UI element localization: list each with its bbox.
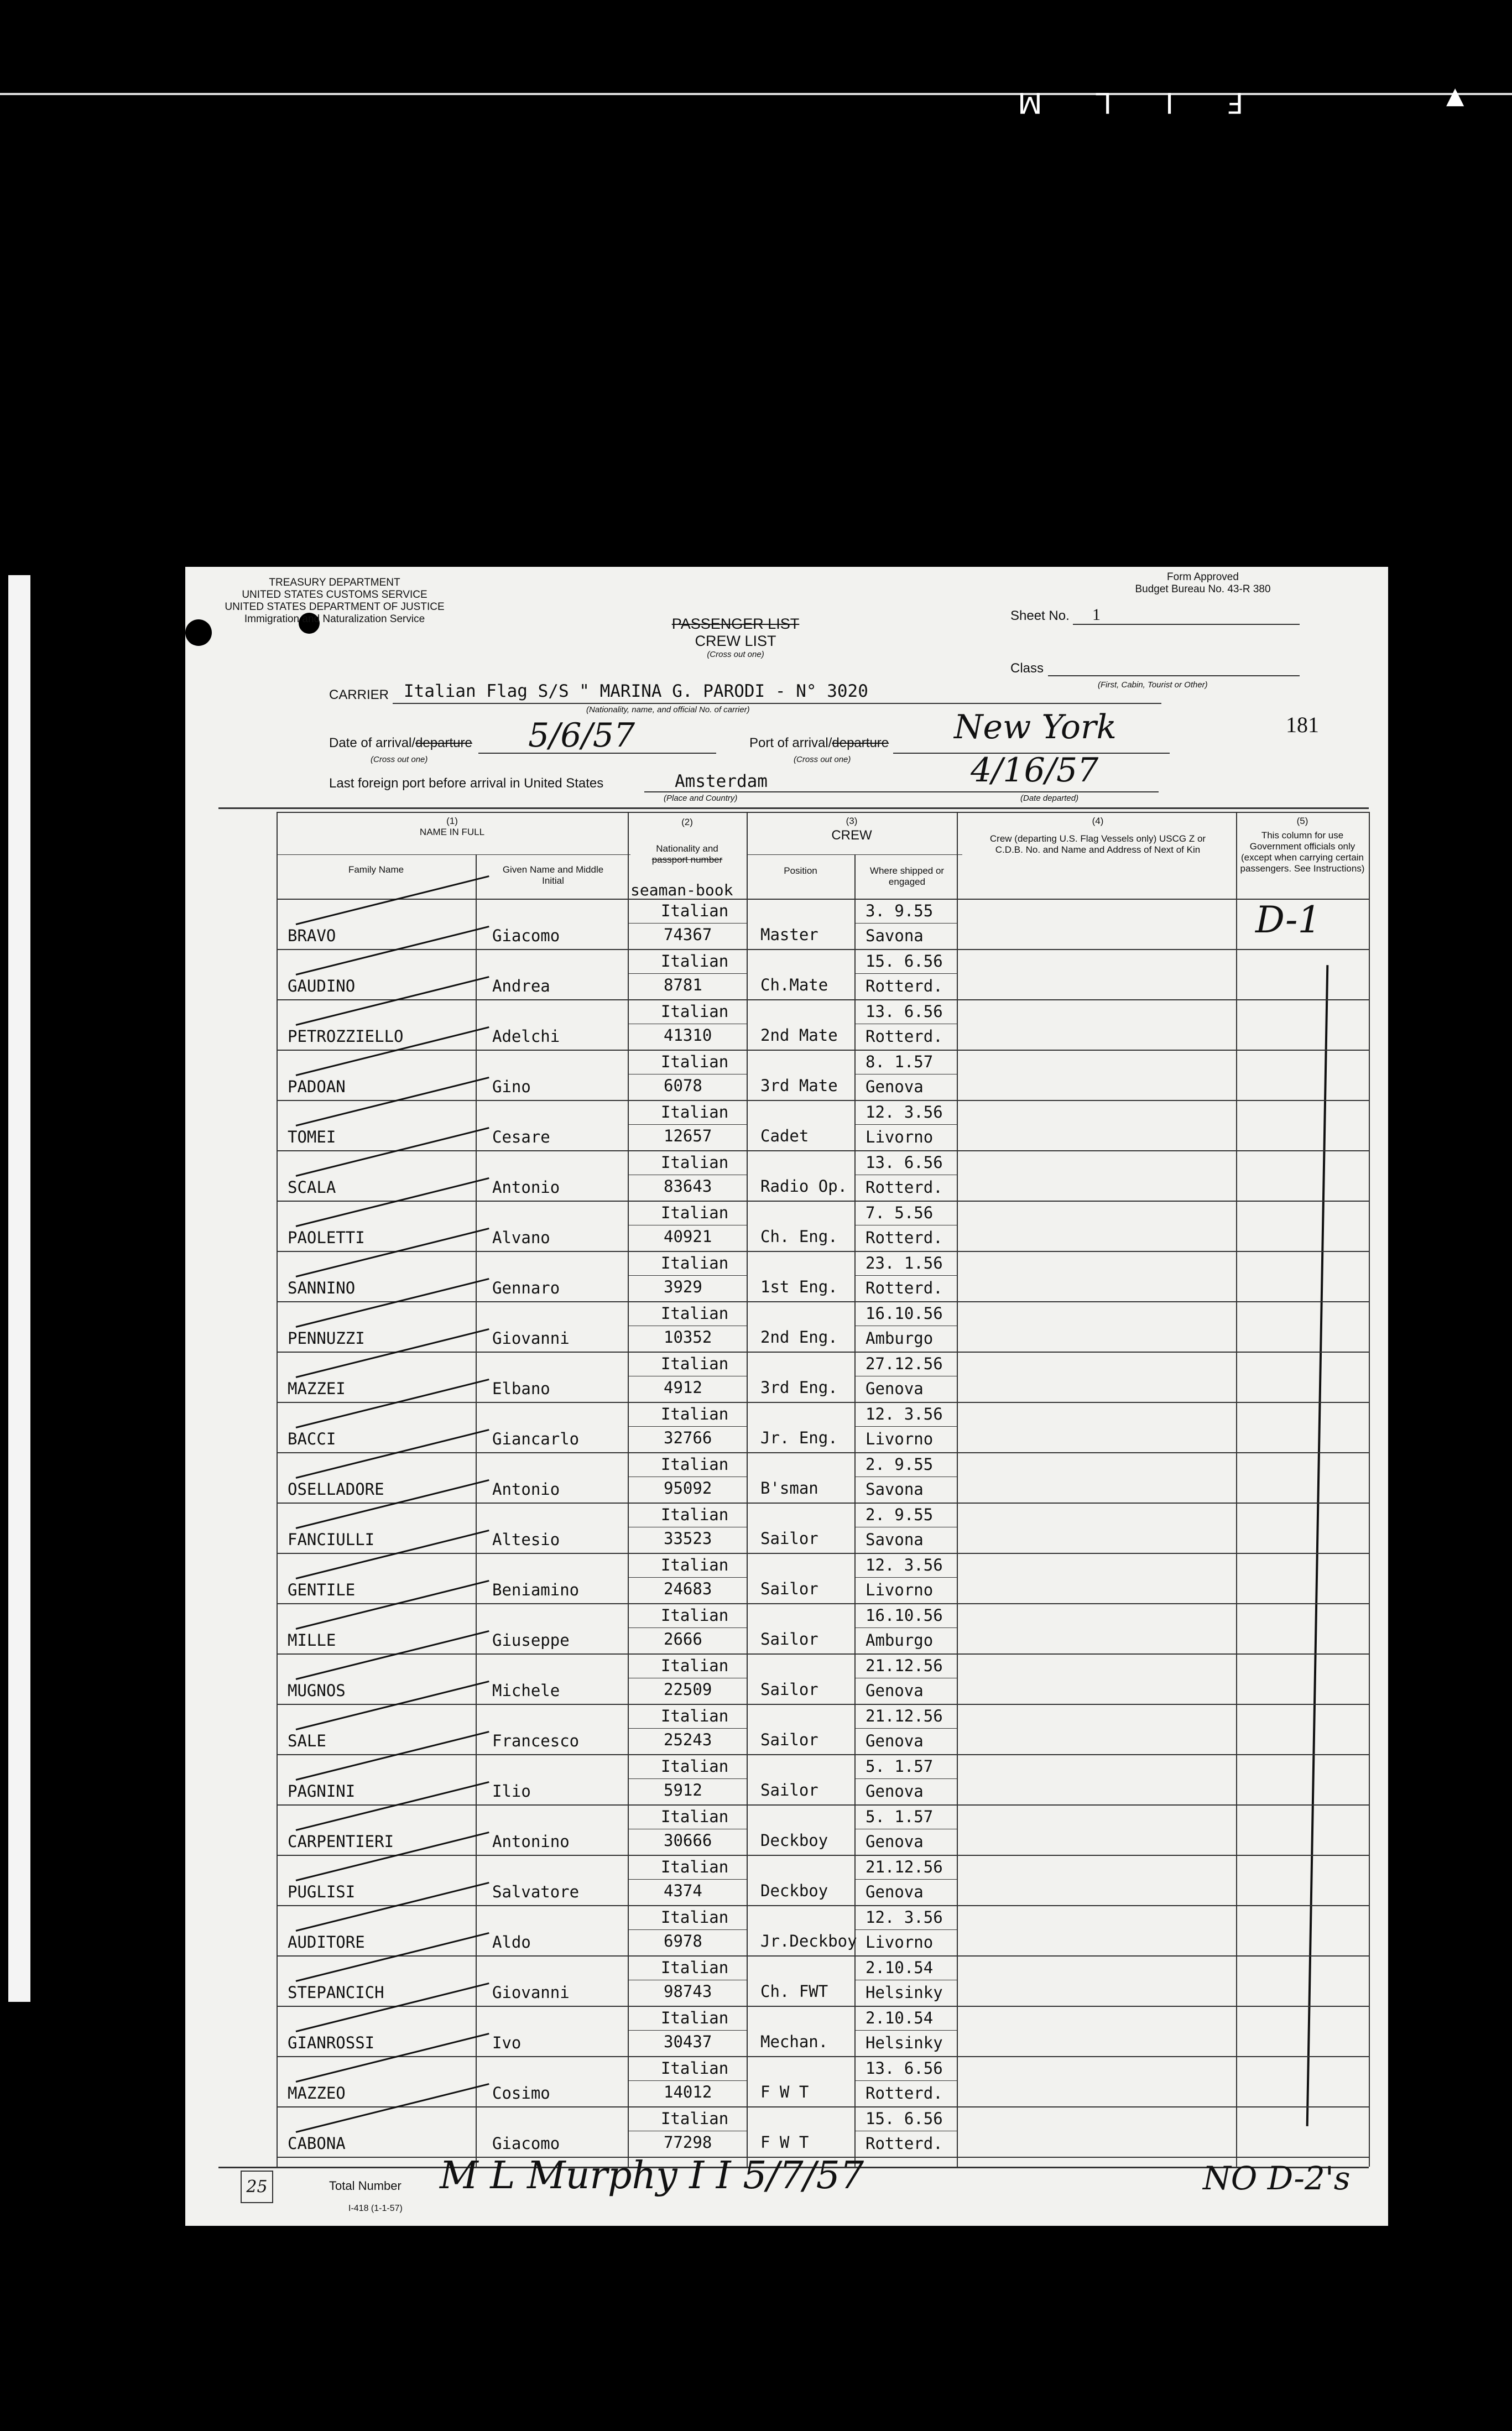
col-given-header: Given Name and Middle Initial (502, 864, 604, 886)
class-label: Class (1010, 661, 1044, 676)
position: Ch. Eng. (760, 1227, 838, 1246)
seaman-book: 30666 (664, 1831, 712, 1850)
row-separator (277, 1503, 1369, 1504)
shipped-date: 7. 5.56 (866, 1203, 934, 1222)
seaman-book: 83643 (664, 1177, 712, 1196)
check-line (1306, 965, 1329, 2126)
shipped-date: 12. 3.56 (866, 1908, 943, 1927)
position: Master (760, 925, 818, 944)
given-name: Elbano (492, 1379, 550, 1398)
family-name: GIANROSSI (288, 2033, 375, 2052)
shipped-date: 2. 9.55 (866, 1505, 934, 1524)
position: Sailor (760, 1730, 818, 1749)
shipped-port: Rotterd. (866, 1027, 943, 1046)
row-separator (277, 1150, 1369, 1151)
last-port-note: (Place and Country) (664, 794, 738, 803)
title: CREW LIST (695, 633, 776, 649)
row-separator (277, 1653, 1369, 1655)
row-mid-line (854, 1929, 957, 1930)
family-name: PUGLISI (288, 1882, 356, 1901)
row-separator (277, 949, 1369, 950)
signature: M L Murphy I I 5/7/57 (440, 2154, 864, 2198)
nationality: Italian (661, 1556, 729, 1574)
date-departed-note: (Date departed) (1020, 794, 1079, 803)
given-name: Gino (492, 1077, 531, 1096)
given-name: Antonino (492, 1832, 570, 1851)
form-title (653, 615, 818, 659)
row-mid-line (854, 1275, 957, 1276)
shipped-date: 2. 9.55 (866, 1455, 934, 1474)
arrival-label: Date of arrival/departure (329, 735, 472, 750)
row-separator (277, 1251, 1369, 1252)
family-name: PADOAN (288, 1077, 346, 1096)
position: 2nd Mate (760, 1026, 838, 1045)
dept-line: UNITED STATES DEPARTMENT OF JUSTICE (225, 601, 445, 613)
nationality: Italian (661, 1052, 729, 1071)
row-separator (277, 1804, 1369, 1806)
shipped-date: 13. 6.56 (866, 1153, 943, 1172)
shipped-date: 15. 6.56 (866, 2109, 943, 2128)
dept-line: TREASURY DEPARTMENT (269, 577, 400, 588)
given-name: Francesco (492, 1731, 580, 1750)
col-4-header: (4) Crew (departing U.S. Flag Vessels only) USCG Z or C.D.B. No. and Name and Address of Next of Kin (989, 816, 1206, 855)
row-mid-line (854, 973, 957, 974)
shipped-date: 13. 6.56 (866, 1002, 943, 1021)
row-mid-line (628, 1929, 747, 1930)
position: B'sman (760, 1479, 818, 1498)
row-separator (277, 999, 1369, 1000)
seaman-book: 6978 (664, 1932, 702, 1950)
row-mid-line (628, 1275, 747, 1276)
family-name: SANNINO (288, 1279, 356, 1297)
given-name: Antonio (492, 1178, 560, 1197)
row-separator (277, 1603, 1369, 1604)
family-name: SALE (288, 1731, 326, 1750)
position: Cadet (760, 1126, 809, 1145)
row-separator (277, 1301, 1369, 1302)
row-separator (277, 1452, 1369, 1453)
given-name: Giuseppe (492, 1631, 570, 1650)
nationality: Italian (661, 2059, 729, 2078)
shipped-date: 2.10.54 (866, 2009, 934, 2027)
shipped-port: Livorno (866, 1580, 934, 1599)
given-name: Beniamino (492, 1580, 580, 1599)
position: Jr.Deckboy (760, 1932, 857, 1950)
shipped-date: 2.10.54 (866, 1958, 934, 1977)
row-mid-line (854, 923, 957, 924)
nationality: Italian (661, 1807, 729, 1826)
row-mid-line (854, 1124, 957, 1125)
row-mid-line (854, 1728, 957, 1729)
seaman-book: 4374 (664, 1881, 702, 1900)
shipped-date: 15. 6.56 (866, 952, 943, 971)
row-mid-line (628, 1778, 747, 1779)
shipped-date: 21.12.56 (866, 1858, 943, 1876)
carrier-note: (Nationality, name, and official No. of carrier) (586, 705, 750, 714)
given-name: Aldo (492, 1933, 531, 1952)
col-2-header: (2) Nationality and passport number (651, 817, 723, 865)
nationality: Italian (661, 1958, 729, 1977)
family-name: BRAVO (288, 926, 336, 945)
row-separator (277, 1754, 1369, 1755)
nationality: Italian (661, 1505, 729, 1524)
shipped-port: Rotterd. (866, 1279, 943, 1297)
port-value: New York (954, 708, 1117, 747)
family-name: GENTILE (288, 1580, 356, 1599)
given-name: Salvatore (492, 1882, 580, 1901)
carrier-label: CARRIER (329, 687, 389, 702)
seaman-book: 74367 (664, 925, 712, 944)
given-name: Cesare (492, 1128, 550, 1146)
seaman-book: 2666 (664, 1630, 702, 1649)
position: F W T (760, 2083, 809, 2101)
date-departed: 4/16/57 (971, 751, 1099, 790)
row-mid-line (854, 1627, 957, 1628)
shipped-port: Genova (866, 1379, 924, 1398)
nationality: Italian (661, 2109, 729, 2128)
seaman-book: 25243 (664, 1730, 712, 1749)
nationality: Italian (661, 1002, 729, 1021)
shipped-port: Rotterd. (866, 977, 943, 995)
shipped-date: 16.10.56 (866, 1304, 943, 1323)
family-name: FANCIULLI (288, 1530, 375, 1549)
family-name: MAZZEO (288, 2084, 346, 2103)
row-mid-line (628, 1879, 747, 1880)
form-approved-block (1092, 571, 1313, 596)
form-number: I-418 (1-1-57) (348, 2204, 403, 2213)
shipped-port: Savona (866, 926, 924, 945)
shipped-port: Rotterd. (866, 2084, 943, 2103)
nationality: Italian (661, 1354, 729, 1373)
position: Ch. FWT (760, 1982, 828, 2001)
nationality: Italian (661, 1455, 729, 1474)
position: 3rd Eng. (760, 1378, 838, 1397)
shipped-port: Livorno (866, 1128, 934, 1146)
shipped-date: 21.12.56 (866, 1656, 943, 1675)
seaman-book: 6078 (664, 1076, 702, 1095)
last-port-label: Last foreign port before arrival in United States (329, 776, 604, 791)
film-strip-line (0, 93, 1512, 95)
position: 1st Eng. (760, 1277, 838, 1296)
title-note: (Cross out one) (707, 650, 764, 659)
seaman-book: 22509 (664, 1680, 712, 1699)
nationality: Italian (661, 1254, 729, 1272)
row-separator (277, 1201, 1369, 1202)
check-stroke (296, 875, 489, 925)
total-box: 25 (241, 2171, 273, 2203)
shipped-port: Rotterd. (866, 1228, 943, 1247)
dept-line: UNITED STATES CUSTOMS SERVICE (242, 589, 427, 601)
nationality: Italian (661, 1304, 729, 1323)
nationality: Italian (661, 1858, 729, 1876)
given-name: Michele (492, 1681, 560, 1700)
seaman-book: 24683 (664, 1579, 712, 1598)
col-family-header: Family Name (348, 864, 404, 875)
position: Mechan. (760, 2032, 828, 2051)
shipped-port: Genova (866, 1731, 924, 1750)
nationality: Italian (661, 1656, 729, 1675)
given-name: Antonio (492, 1480, 560, 1499)
nationality: Italian (661, 1103, 729, 1121)
row-separator (277, 1050, 1369, 1051)
shipped-port: Rotterd. (866, 2134, 943, 2153)
shipped-port: Helsinky (866, 1983, 943, 2002)
shipped-date: 3. 9.55 (866, 901, 934, 920)
seaman-book: 12657 (664, 1126, 712, 1145)
shipped-port: Genova (866, 1077, 924, 1096)
department-header (207, 577, 462, 625)
shipped-port: Savona (866, 1480, 924, 1499)
seaman-book: 8781 (664, 975, 702, 994)
row-mid-line (854, 1778, 957, 1779)
family-name: CABONA (288, 2134, 346, 2153)
row-separator (277, 1855, 1369, 1856)
row-mid-line (628, 1124, 747, 1125)
nationality: Italian (661, 1153, 729, 1172)
given-name: Alvano (492, 1228, 550, 1247)
seaman-book: 32766 (664, 1428, 712, 1447)
shipped-port: Genova (866, 1832, 924, 1851)
family-name: SCALA (288, 1178, 336, 1197)
row-separator (277, 2006, 1369, 2007)
nationality: Italian (661, 952, 729, 971)
nationality: Italian (661, 2009, 729, 2027)
nationality: Italian (661, 1908, 729, 1927)
family-name: MILLE (288, 1631, 336, 1650)
position: Jr. Eng. (760, 1428, 838, 1447)
shipped-port: Amburgo (866, 1329, 934, 1348)
shipped-port: Livorno (866, 1430, 934, 1448)
shipped-date: 5. 1.57 (866, 1807, 934, 1826)
shipped-date: 23. 1.56 (866, 1254, 943, 1272)
position: Sailor (760, 1781, 818, 1799)
col-position-header: Position (784, 865, 817, 876)
film-edge-strip (8, 575, 30, 2002)
col-5-mark: D-1 (1255, 899, 1321, 941)
sheet-value: 1 (1092, 606, 1101, 624)
family-name: GAUDINO (288, 977, 356, 995)
position: F W T (760, 2133, 809, 2152)
col-2-sub: seaman-book (630, 881, 733, 899)
title-struck: PASSENGER LIST (671, 615, 800, 632)
no-d2-note: NO D-2's (1203, 2159, 1351, 2197)
crew-list-form (185, 567, 1388, 2226)
given-name: Giovanni (492, 1329, 570, 1348)
seaman-book: 41310 (664, 1026, 712, 1045)
shipped-port: Genova (866, 1681, 924, 1700)
position: Sailor (760, 1630, 818, 1649)
film-strip (0, 82, 1512, 119)
seaman-book: 10352 (664, 1328, 712, 1347)
position: Deckboy (760, 1831, 828, 1850)
shipped-port: Savona (866, 1530, 924, 1549)
family-name: OSELLADORE (288, 1480, 384, 1499)
seaman-book: 33523 (664, 1529, 712, 1548)
shipped-port: Amburgo (866, 1631, 934, 1650)
given-name: Adelchi (492, 1027, 560, 1046)
given-name: Giovanni (492, 1983, 570, 2002)
total-label: Total Number (329, 2179, 402, 2193)
class-note: (First, Cabin, Tourist or Other) (1098, 680, 1208, 690)
row-mid-line (628, 1426, 747, 1427)
position: Deckboy (760, 1881, 828, 1900)
row-mid-line (854, 2030, 957, 2031)
row-separator (277, 1100, 1369, 1101)
family-name: CARPENTIERI (288, 1832, 394, 1851)
family-name: PETROZZIELLO (288, 1027, 404, 1046)
shipped-port: Genova (866, 1782, 924, 1801)
position: Sailor (760, 1680, 818, 1699)
seaman-book: 14012 (664, 2083, 712, 2101)
row-mid-line (854, 1426, 957, 1427)
carrier-value: Italian Flag S/S " MARINA G. PARODI - N° 3020 (404, 681, 868, 701)
position: 2nd Eng. (760, 1328, 838, 1347)
given-name: Ivo (492, 2033, 522, 2052)
nationality: Italian (661, 1707, 729, 1725)
stamp-number: 181 (1286, 712, 1319, 737)
arrival-note: (Cross out one) (371, 755, 428, 764)
family-name: PENNUZZI (288, 1329, 365, 1348)
row-separator (277, 2106, 1369, 2107)
port-note: (Cross out one) (794, 755, 851, 764)
given-name: Altesio (492, 1530, 560, 1549)
seaman-book: 5912 (664, 1781, 702, 1799)
family-name: PAOLETTI (288, 1228, 365, 1247)
shipped-date: 27.12.56 (866, 1354, 943, 1373)
nationality: Italian (661, 1203, 729, 1222)
shipped-date: 12. 3.56 (866, 1405, 943, 1423)
row-mid-line (854, 2080, 957, 2081)
row-mid-line (854, 1879, 957, 1880)
shipped-date: 21.12.56 (866, 1707, 943, 1725)
given-name: Giacomo (492, 926, 560, 945)
row-mid-line (628, 1577, 747, 1578)
row-separator (277, 1704, 1369, 1705)
seaman-book: 98743 (664, 1982, 712, 2001)
shipped-date: 5. 1.57 (866, 1757, 934, 1776)
family-name: PAGNINI (288, 1782, 356, 1801)
position: Ch.Mate (760, 975, 828, 994)
col-1-header: (1) NAME IN FULL (419, 816, 485, 837)
row-separator (277, 1553, 1369, 1554)
col-shipped-header: Where shipped or engaged (869, 865, 945, 887)
seaman-book: 30437 (664, 2032, 712, 2051)
row-mid-line (628, 1728, 747, 1729)
budget-bureau: Budget Bureau No. 43-R 380 (1135, 583, 1271, 595)
family-name: MUGNOS (288, 1681, 346, 1700)
shipped-port: Livorno (866, 1933, 934, 1952)
family-name: BACCI (288, 1430, 336, 1448)
row-mid-line (628, 973, 747, 974)
shipped-date: 12. 3.56 (866, 1103, 943, 1121)
shipped-date: 13. 6.56 (866, 2059, 943, 2078)
given-name: Gennaro (492, 1279, 560, 1297)
row-mid-line (628, 1627, 747, 1628)
form-approved: Form Approved (1167, 571, 1239, 583)
col-5-header: (5) This column for use Government officials only (except when carrying certain passengers. See Instructions) (1240, 816, 1365, 874)
nationality: Italian (661, 1405, 729, 1423)
given-name: Ilio (492, 1782, 531, 1801)
given-name: Andrea (492, 977, 550, 995)
given-name: Giancarlo (492, 1430, 580, 1448)
seaman-book: 40921 (664, 1227, 712, 1246)
position: 3rd Mate (760, 1076, 838, 1095)
col-3-header: (3) CREW (831, 816, 872, 843)
shipped-date: 8. 1.57 (866, 1052, 934, 1071)
shipped-port: Genova (866, 1882, 924, 1901)
given-name: Giacomo (492, 2134, 560, 2153)
shipped-date: 12. 3.56 (866, 1556, 943, 1574)
last-port-value: Amsterdam (675, 771, 768, 791)
seaman-book: 77298 (664, 2133, 712, 2152)
row-mid-line (854, 1577, 957, 1578)
seaman-book: 3929 (664, 1277, 702, 1296)
family-name: AUDITORE (288, 1933, 365, 1952)
seaman-book: 95092 (664, 1479, 712, 1498)
film-strip-text: F I L M (995, 86, 1244, 119)
family-name: TOMEI (288, 1128, 336, 1146)
nationality: Italian (661, 901, 729, 920)
given-name: Cosimo (492, 2084, 550, 2103)
triangle-icon: ▲ (1446, 82, 1464, 109)
position: Sailor (760, 1579, 818, 1598)
row-separator (277, 1402, 1369, 1403)
row-mid-line (628, 923, 747, 924)
family-name: MAZZEI (288, 1379, 346, 1398)
row-separator (277, 1905, 1369, 1906)
row-separator (277, 2056, 1369, 2057)
shipped-port: Rotterd. (866, 1178, 943, 1197)
shipped-date: 16.10.56 (866, 1606, 943, 1625)
sheet-label: Sheet No. (1010, 608, 1070, 623)
shipped-port: Helsinky (866, 2033, 943, 2052)
position: Radio Op. (760, 1177, 848, 1196)
row-separator (277, 1352, 1369, 1353)
seaman-book: 4912 (664, 1378, 702, 1397)
port-label: Port of arrival/departure (749, 735, 889, 750)
nationality: Italian (661, 1606, 729, 1625)
row-mid-line (628, 2030, 747, 2031)
arrival-date: 5/6/57 (528, 716, 635, 755)
row-mid-line (628, 2080, 747, 2081)
nationality: Italian (661, 1757, 729, 1776)
row-separator (277, 1955, 1369, 1957)
dept-line: Immigration and Naturalization Service (244, 613, 425, 625)
family-name: STEPANCICH (288, 1983, 384, 2002)
position: Sailor (760, 1529, 818, 1548)
